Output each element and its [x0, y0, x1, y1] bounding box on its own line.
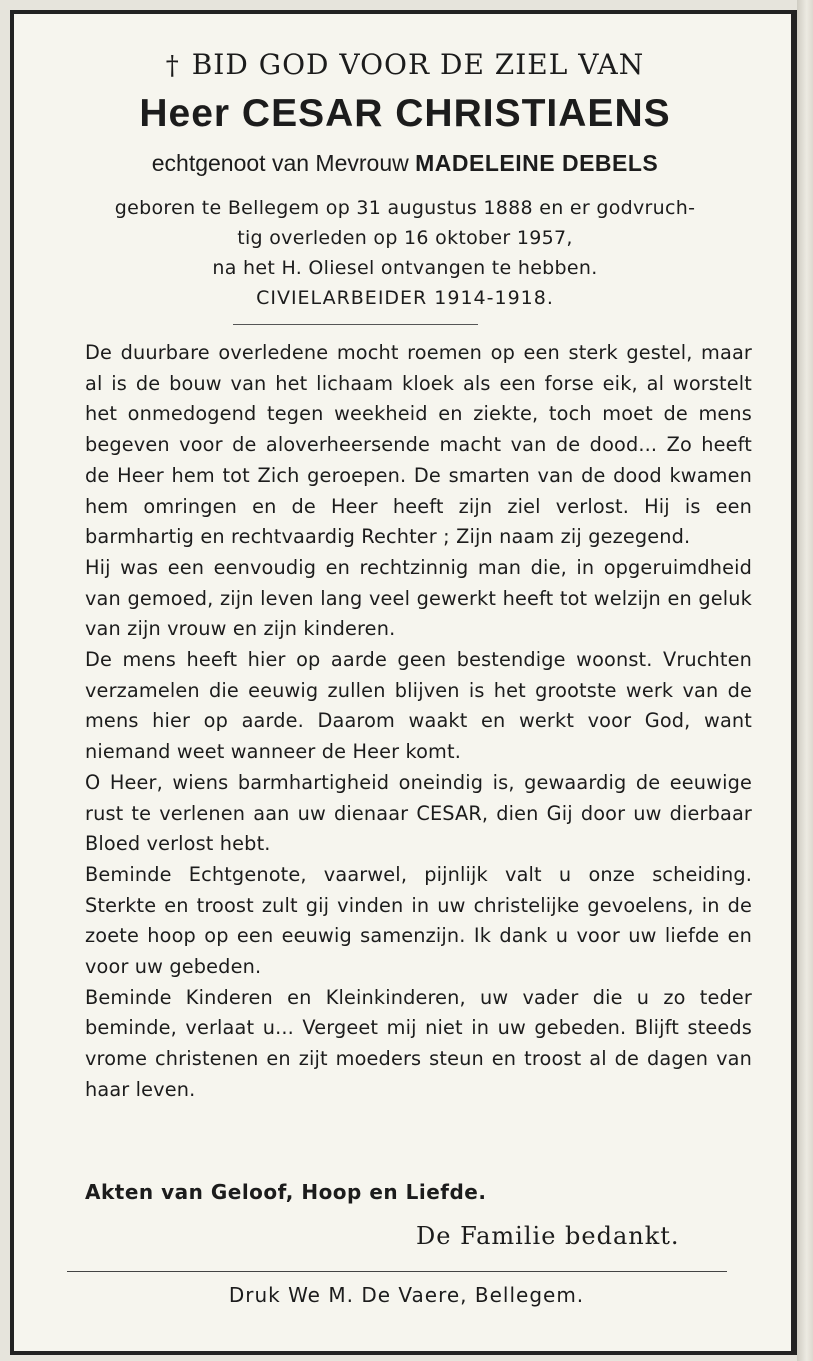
spouse-prefix: echtgenoot van Mevrouw: [151, 150, 409, 176]
paragraph: De mens heeft hier op aarde geen bestendige woonst. Vruchten verzamelen die eeuwig zullen blijven is het grootste werk van de mens hier op aarde. Daarom waakt en werkt voor God, want niemand weet wanneer de Heer komt.: [85, 648, 752, 764]
paragraph: Beminde Echtgenote, vaarwel, pijnlijk valt u onze scheiding. Sterkte en troost zult gij vinden in uw christelijke gevoelens, in de zoete hoop op een eeuwig samenzijn. Ik dank u voor uw liefde en voor uw gebeden.: [85, 862, 752, 979]
bio-line-4: CIVIELARBEIDER 1914-1918.: [256, 287, 554, 309]
prayer-text: BID GOD VOOR DE ZIEL VAN: [191, 48, 645, 81]
family-thanks: De Familie bedankt.: [416, 1222, 680, 1250]
spouse-line: [50, 150, 760, 177]
divider-bottom: [67, 1271, 727, 1272]
bio-line-2: tig overleden op 16 oktober 1957,: [237, 227, 573, 249]
spouse-name: MADELEINE DEBELS: [415, 150, 659, 176]
cross-icon: †: [165, 51, 180, 81]
bio-line-3: na het H. Oliesel ontvangen te hebben.: [212, 257, 598, 279]
card-edge: [797, 0, 813, 1361]
deceased-name: Heer CESAR CHRISTIAENS: [139, 92, 671, 135]
prayer-heading: [50, 48, 760, 81]
acts-line: Akten van Geloof, Hoop en Liefde.: [85, 1180, 487, 1204]
paragraph: Beminde Kinderen en Kleinkinderen, uw vader die u zo teder beminde, verlaat u... Vergeet mij niet in uw gebeden. Blijft steeds vrome christenen en zijt moeders steun en troost al de dagen van haar leven.: [85, 985, 752, 1101]
paragraph: O Heer, wiens barmhartigheid oneindig is, gewaardig de eeuwige rust te verlenen aan uw dienaar CESAR, dien Gij door uw dierbaar Bloed verlost hebt.: [85, 770, 752, 856]
paragraph: De duurbare overledene mocht roemen op een sterk gestel, maar al is de bouw van het lichaam kloek als een forse eik, al worstelt het onmedogend tegen weekheid en ziekte, toch moet de mens begeven voor de aloverheersende macht van de dood... Zo heeft de Heer hem tot Zich geroepen. De smarten van de dood kwamen hem omringen en de Heer heeft zijn ziel verlost. Hij is een barmhartig en rechtvaardig Rechter ; Zijn naam zij gezegend.: [85, 341, 752, 549]
divider-top: [233, 324, 478, 325]
bio-line-1: geboren te Bellegem op 31 augustus 1888 en er godvruch-: [114, 197, 696, 219]
body-text: [85, 338, 752, 1106]
paragraph: Hij was een eenvoudig en rechtzinnig man die, in opgeruimdheid van gemoed, zijn leven lang veel gewerkt heeft tot welzijn en geluk van zijn vrouw en zijn kinderen.: [85, 555, 752, 641]
printer-line: Druk We M. De Vaere, Bellegem.: [228, 1283, 585, 1307]
